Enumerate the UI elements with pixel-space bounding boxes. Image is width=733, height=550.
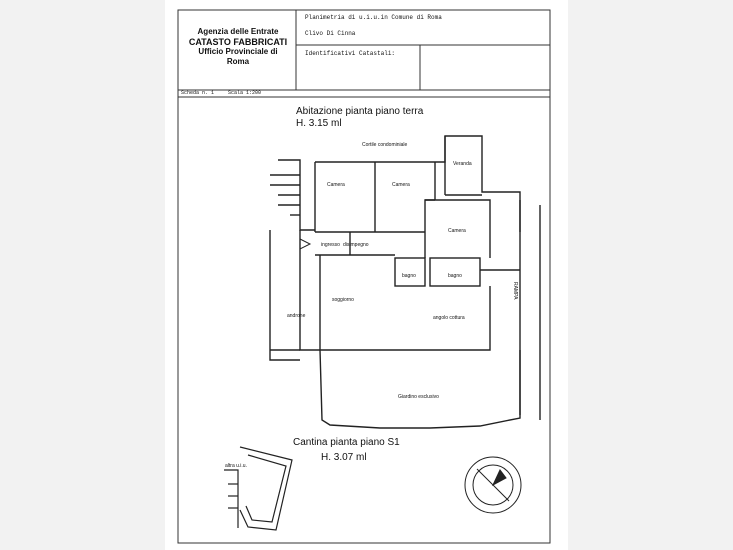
room-label-giardino: Giardino esclusivo — [398, 394, 439, 400]
room-label-rampa: RAMPA — [512, 282, 518, 300]
address-label: Clivo Di Cinna — [305, 30, 356, 37]
room-label-androne: androne — [287, 313, 306, 319]
agency-line-4: Roma — [226, 57, 250, 66]
agency-line-1: Agenzia delle Entrate — [197, 27, 279, 36]
room-label-veranda: Veranda — [453, 161, 472, 167]
basement-height: H. 3.07 ml — [321, 452, 367, 463]
basement-plan — [224, 447, 292, 530]
room-label-bagno-2: bagno — [448, 273, 462, 279]
entrance-arrow — [300, 239, 310, 249]
ground-floor-title: Abitazione pianta piano terra — [296, 106, 424, 117]
identificativi-label: Identificativi Catastali: — [305, 50, 396, 57]
room-label-bagno-1: bagno — [402, 273, 416, 279]
drawing-frame — [178, 97, 550, 543]
ground-floor-height: H. 3.15 ml — [296, 118, 342, 129]
room-label-cortile: Cortile condominiale — [362, 142, 408, 148]
room-label-camera-3: Camera — [448, 228, 466, 234]
north-arrow — [465, 457, 521, 513]
agency-line-2: CATASTO FABBRICATI — [188, 37, 288, 47]
room-label-camera-1: Camera — [327, 182, 345, 188]
agency-line-3: Ufficio Provinciale di — [198, 47, 278, 56]
basement-title: Cantina pianta piano S1 — [293, 437, 400, 448]
room-label-camera-2: Camera — [392, 182, 410, 188]
room-label-ingresso: ingresso — [321, 242, 340, 248]
room-label-disimpegno: disimpegno — [343, 242, 369, 248]
room-label-soggiorno: soggiorno — [332, 297, 354, 303]
basement-altra-uiu: altra u.i.u. — [225, 463, 247, 469]
ground-floor-plan — [270, 136, 540, 428]
scheda-label: Scheda n. 1 — [181, 90, 215, 96]
room-label-angolo-cottura: angolo cottura — [433, 315, 465, 321]
planimetria-label: Planimetria di u.i.u.in Comune di Roma — [305, 14, 442, 21]
scale-label: Scala 1:200 — [228, 90, 262, 96]
